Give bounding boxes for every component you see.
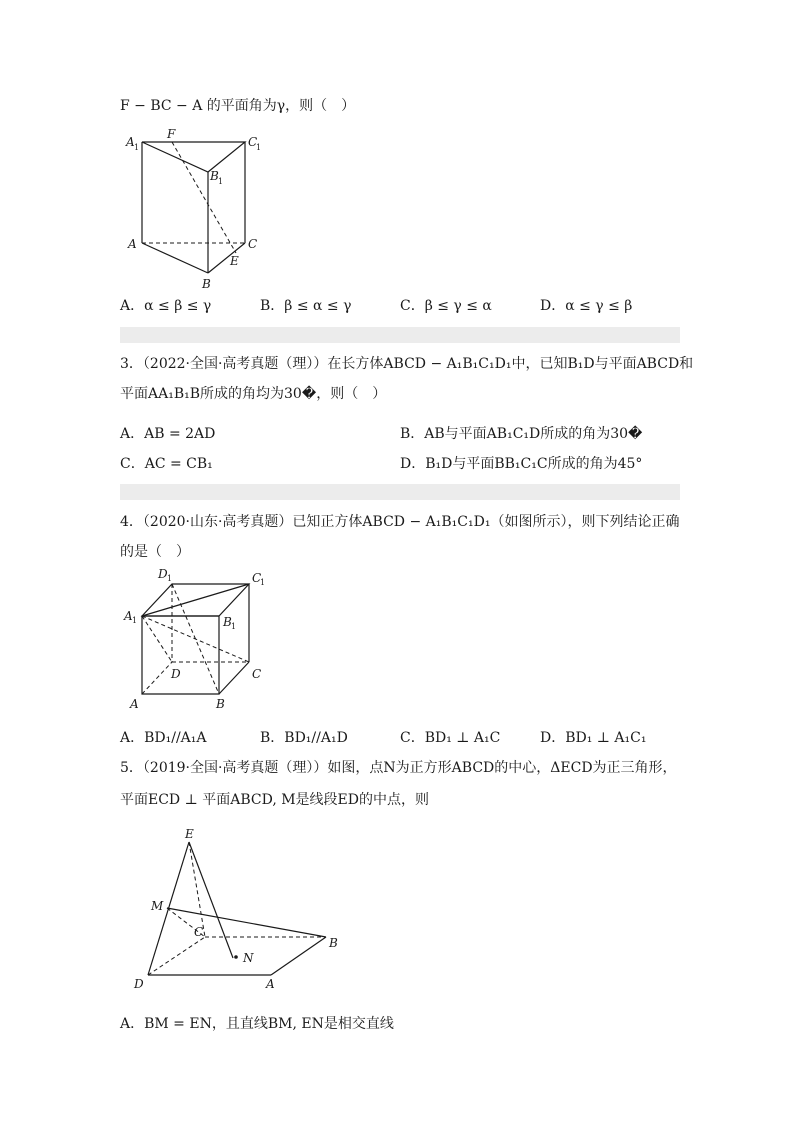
q2-label-C: C xyxy=(248,237,258,251)
q4-cube-figure xyxy=(120,566,280,716)
q2-stem-tail: F − BC − A 的平面角为γ，则（ ） xyxy=(120,98,356,114)
q2-prism-figure xyxy=(120,126,270,296)
q2-option-c[interactable]: C．β ≤ γ ≤ α xyxy=(400,298,492,314)
q2-option-d[interactable]: D．α ≤ γ ≤ β xyxy=(540,298,633,314)
q3-stem-line1: 3．（2022·全国·高考真题（理））在长方体ABCD − A₁B₁C₁D₁中，已知B₁D与平面ABCD和 xyxy=(120,356,694,372)
q2-label-C1: C xyxy=(248,135,258,149)
q4-option-c[interactable]: C．BD₁ ⊥ A₁C xyxy=(400,730,501,746)
q4-label-C1: C xyxy=(252,571,262,585)
divider-bar xyxy=(120,484,680,500)
q2-label-B: B xyxy=(202,277,211,291)
q5-label-N: N xyxy=(243,951,254,965)
q4-option-b[interactable]: B．BD₁//A₁D xyxy=(260,730,348,746)
q4-stem-line2: 的是（ ） xyxy=(120,544,190,560)
q4-label-D1-sub: 1 xyxy=(167,574,173,583)
q2-label-A1: A xyxy=(126,135,135,149)
q2-label-C1-sub: 1 xyxy=(256,143,262,152)
q4-label-D: D xyxy=(171,667,181,681)
q2-label-A1-sub: 1 xyxy=(134,143,140,152)
q5-pyramid-figure xyxy=(130,822,350,997)
q5-label-C: C xyxy=(194,925,204,939)
q2-label-E: E xyxy=(230,254,239,268)
q2-label-A: A xyxy=(128,237,137,251)
q4-label-A1: A xyxy=(124,609,133,623)
q4-label-A: A xyxy=(130,697,139,711)
q5-stem-line1: 5．（2019·全国·高考真题（理））如图，点N为正方形ABCD的中心，ΔECD为正三角形， xyxy=(120,760,677,776)
q4-stem-line1: 4．（2020·山东·高考真题）已知正方体ABCD − A₁B₁C₁D₁（如图所示），则下列结论正确 xyxy=(120,514,680,530)
q2-option-b[interactable]: B．β ≤ α ≤ γ xyxy=(260,298,352,314)
q4-label-D1: D xyxy=(158,567,168,581)
q5-label-A: A xyxy=(266,977,275,991)
q3-option-a[interactable]: A．AB = 2AD xyxy=(120,426,216,442)
q2-option-a[interactable]: A．α ≤ β ≤ γ xyxy=(120,298,212,314)
divider-bar xyxy=(120,327,680,343)
q4-label-B1-sub: 1 xyxy=(231,622,237,631)
q4-label-B: B xyxy=(216,697,225,711)
q4-label-C: C xyxy=(252,667,262,681)
q3-option-c[interactable]: C．AC = CB₁ xyxy=(120,456,213,472)
q3-option-b[interactable]: B．AB与平面AB₁C₁D所成的角为30� xyxy=(400,426,643,442)
q2-label-B1: B xyxy=(210,169,219,183)
q4-label-A1-sub: 1 xyxy=(132,616,138,625)
q2-label-B1-sub: 1 xyxy=(218,177,224,186)
q5-label-E: E xyxy=(185,827,194,841)
q3-option-d[interactable]: D．B₁D与平面BB₁C₁C所成的角为45° xyxy=(400,456,643,472)
q2-label-F: F xyxy=(167,127,176,141)
q5-option-a[interactable]: A．BM = EN，且直线BM, EN是相交直线 xyxy=(120,1016,394,1032)
q4-label-B1: B xyxy=(223,615,232,629)
q4-label-C1-sub: 1 xyxy=(260,578,266,587)
q4-option-d[interactable]: D．BD₁ ⊥ A₁C₁ xyxy=(540,730,647,746)
q5-label-B: B xyxy=(329,936,338,950)
q5-label-M: M xyxy=(151,899,164,913)
q5-stem-line2: 平面ECD ⊥ 平面ABCD, M是线段ED的中点，则 xyxy=(120,792,429,808)
q5-label-D: D xyxy=(134,977,144,991)
q4-option-a[interactable]: A．BD₁//A₁A xyxy=(120,730,207,746)
q3-stem-line2: 平面AA₁B₁B所成的角均为30�，则（ ） xyxy=(120,386,387,402)
